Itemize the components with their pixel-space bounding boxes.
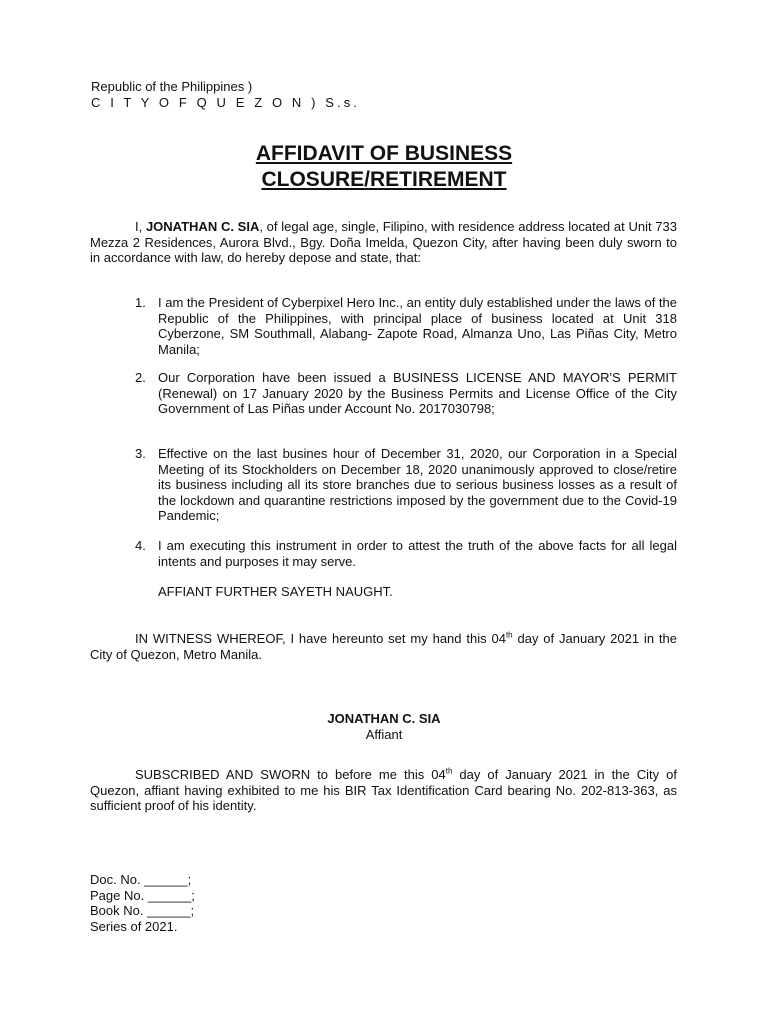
affiant-role: Affiant (365, 727, 403, 742)
jurat-paragraph (90, 767, 677, 814)
document-title (0, 141, 768, 193)
title-line-2: CLOSURE/RETIREMENT (261, 168, 507, 191)
doc-no: Doc. No. ______; (90, 872, 192, 887)
witness-paragraph (90, 631, 677, 662)
intro-paragraph (90, 219, 677, 266)
intro-lead: I, (135, 219, 146, 234)
list-item (135, 370, 677, 417)
witness-pre: IN WITNESS WHEREOF, I have hereunto set my hand this 04 (135, 631, 506, 646)
venue-city: C I T Y O F Q U E Z O N ) S.s. (91, 95, 361, 110)
item-text: I am the President of Cyberpixel Hero Inc., an entity duly established under the laws of the Republic of the Philippines, with principal place of business located at Unit 318 Cyberzone, SM Southmall, Alabang- Zapote Road, Almanza Uno, Las Piñas City, Metro Manila; (158, 295, 677, 357)
book-no: Book No. ______; (90, 903, 195, 918)
series: Series of 2021. (90, 918, 178, 934)
item-text: Our Corporation have been issued a BUSINESS LICENSE AND MAYOR'S PERMIT (Renewal) on 17 January 2020 by the Business Permits and License Office of the City Government of Las Piñas under Account No. 2017030798; (158, 370, 677, 416)
item-text: Effective on the last busines hour of December 31, 2020, our Corporation in a Special Meeting of its Stockholders on December 18, 2020 unanimously approved to close/retire its business including all its store branches due to serious business losses as a result of the lockdown and quarantine restrictions imposed by the government due to the Covid-19 Pandemic; (158, 446, 677, 523)
list-item (135, 538, 677, 569)
witness-ordinal: th (505, 630, 513, 640)
item-number: 1. (135, 295, 146, 310)
witness-post: day of January 2021 in the City of Quezon, Metro Manila. (90, 631, 677, 662)
intro-text: , of legal age, single, Filipino, with residence address located at Unit 733 Mezza 2 Residences, Aurora Blvd., Bgy. Doña Imelda, Quezon City, after having been duly sworn to in accordance with law, do hereby depose and state, that: (90, 219, 677, 265)
page-no: Page No. ______; (90, 887, 195, 903)
jurat-pre: SUBSCRIBED AND SWORN to before me this 04 (135, 767, 446, 782)
item-number: 3. (135, 446, 146, 461)
list-item (135, 295, 677, 357)
item-text: I am executing this instrument in order to attest the truth of the above facts for all legal intents and purposes it may serve. (158, 538, 677, 569)
signature-block (0, 711, 768, 743)
venue-country: Republic of the Philippines ) (91, 79, 253, 94)
title-line-1: AFFIDAVIT OF BUSINESS (255, 142, 513, 165)
venue-caption (91, 79, 360, 111)
list-item (135, 446, 677, 524)
affiant-name-inline: JONATHAN C. SIA (145, 219, 260, 234)
notarial-register (90, 872, 195, 934)
further-sayeth: AFFIANT FURTHER SAYETH NAUGHT. (158, 584, 393, 599)
affiant-name: JONATHAN C. SIA (327, 711, 441, 726)
item-number: 2. (135, 370, 146, 385)
jurat-ordinal: th (445, 766, 453, 776)
jurat-post: day of January 2021 in the City of Quezon, affiant having exhibited to me his BIR Tax Identification Card bearing No. 202-813-363, as sufficient proof of his identity. (90, 767, 677, 813)
item-number: 4. (135, 538, 146, 553)
